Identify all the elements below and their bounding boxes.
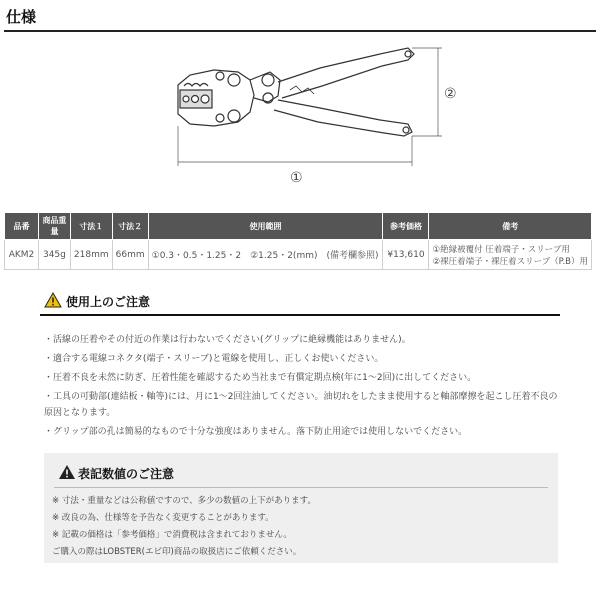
notation-notice-box [44, 453, 558, 563]
header-part: 品番 [5, 213, 39, 240]
warning-triangle-icon [58, 464, 76, 480]
cell-part: AKM2 [5, 240, 39, 270]
table-row [5, 240, 592, 270]
notation-divider [54, 487, 548, 488]
caution-item: ・圧着不良を未然に防ぎ、圧着性能を確認するため当社まで有償定期点検(年に1～2回)に出してください。 [44, 373, 477, 383]
pivot [228, 74, 240, 86]
section-title: 仕様 [6, 8, 37, 26]
header-weight: 商品重量 [38, 213, 70, 240]
caution-item: ・活線の圧着やその付近の作業は行わないでください(グリップに絶縁機能はありません)。 [44, 335, 411, 345]
notation-title: 表記数値のご注意 [78, 467, 175, 481]
spec-table [4, 212, 592, 270]
cell-remarks [429, 240, 592, 270]
warning-triangle-icon [44, 292, 62, 308]
cell-dim1: 218mm [70, 240, 112, 270]
pivot [216, 72, 224, 80]
notation-list [52, 493, 316, 561]
remark-line: ①絶縁被覆付 圧着端子・スリーブ用 [432, 244, 570, 255]
header-dim2: 寸法２ [112, 213, 148, 240]
table-header-row [5, 213, 592, 240]
notation-item: ※ 記載の価格は「参考価格」で消費税は含まれておりません。 [52, 530, 292, 540]
pivot [216, 114, 224, 122]
remark-line: ②裸圧着端子・裸圧着スリーブ（P.B）用 [432, 256, 588, 267]
usage-caution-title: 使用上のご注意 [66, 295, 151, 309]
caution-item: ・工具の可動部(連結板・軸等)には、月に1～2回注油してください。油切れをしたまま使用すると軸部摩擦を起こし圧着不良の原因となります。 [44, 392, 558, 418]
crimping-tool-diagram [150, 40, 470, 200]
link-plate [250, 72, 280, 102]
caution-item: ・適合する電線コネクタ(端子・スリーブ)と電線を使用し、正しくお使いください。 [44, 354, 384, 364]
header-remarks: 備考 [429, 213, 592, 240]
notation-item: ご購入の際はLOBSTER(エビ印)商品の取扱店にご依頼ください。 [52, 547, 302, 557]
dimension-2-label: ② [444, 86, 457, 102]
title-divider [4, 30, 596, 32]
header-range: 使用範囲 [148, 213, 383, 240]
cell-weight: 345g [38, 240, 70, 270]
cell-dim2: 66mm [112, 240, 148, 270]
upper-handle [278, 48, 414, 98]
cell-price: ¥13,610 [383, 240, 429, 270]
pivot [228, 110, 240, 122]
notation-item: ※ 寸法・重量などは公称値ですので、多少の数値の上下があります。 [52, 496, 316, 506]
lower-handle [274, 100, 412, 136]
caution-item: ・グリップ部の孔は簡易的なもので十分な強度はありません。落下防止用途では使用しないでください。 [44, 427, 468, 437]
header-price: 参考価格 [383, 213, 429, 240]
dimension-1-label: ① [290, 170, 303, 186]
usage-caution-list [44, 332, 566, 443]
usage-caution-header [40, 290, 560, 316]
notation-item: ※ 改良の為、仕様等を予告なく変更することがあります。 [52, 513, 274, 523]
header-dim1: 寸法１ [70, 213, 112, 240]
cell-range: ①0.3・0.5・1.25・2 ②1.25・2(mm) (備考欄参照) [148, 240, 383, 270]
